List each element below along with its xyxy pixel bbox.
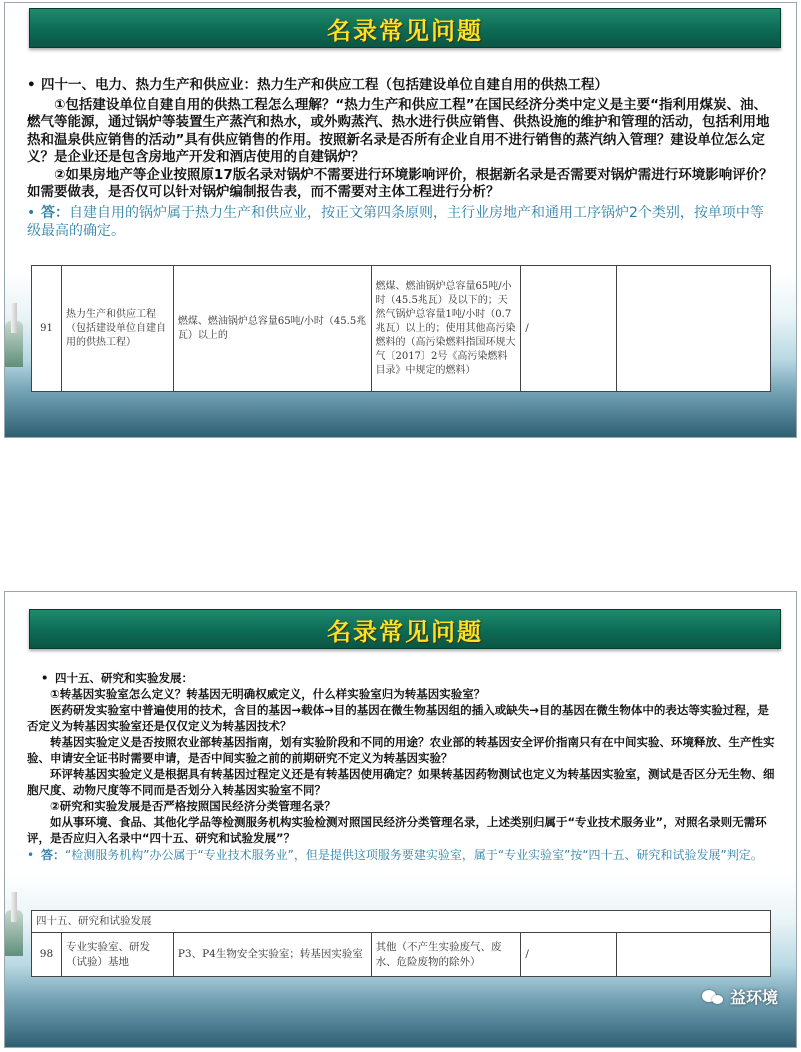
slide-2-content xyxy=(27,670,776,863)
table-cell-no: 91 xyxy=(32,266,62,392)
slide-2-answer xyxy=(27,848,776,863)
table-cell-registration: / xyxy=(521,933,617,977)
table-cell-no: 98 xyxy=(32,933,62,977)
slide-2-question-2: ②研究和实验发展是否严格按照国民经济分类管理名录？ xyxy=(50,799,336,813)
bullet-icon: • xyxy=(27,77,36,93)
answer-text: 自建自用的锅炉属于热力生产和供应业，按正文第四条原则，主行业房地产和通用工序锅炉2个类别，按单项中等级最高的确定。 xyxy=(27,204,764,239)
slide-1 xyxy=(4,2,797,438)
answer-label: 答： xyxy=(41,848,66,862)
slide-2-paragraph-4: 如从事环境、食品、其他化学品等检测服务机构实验检测对照国民经济分类管理名录，上述类别归属于“专业技术服务业”，对照名录则无需环评，是否应归入名录中“四十五、研究和试验发展”？ xyxy=(27,815,767,845)
table-row xyxy=(32,933,771,977)
slide-2-directory-table xyxy=(31,910,771,977)
table-cell-form: 其他（不产生实验废气、废水、危险废物的除外） xyxy=(371,933,521,977)
bullet-icon: • xyxy=(27,204,36,221)
answer-label: 答： xyxy=(41,204,69,221)
slide-2-title-bar xyxy=(29,609,781,649)
table-cell-report: 燃煤、燃油锅炉总容量65吨/小时（45.5兆瓦）以上的 xyxy=(173,266,371,392)
slide-2-heading: • 四十五、研究和实验发展： xyxy=(41,671,193,685)
slide-1-title-bar xyxy=(29,8,781,48)
table-cell-report: P3、P4生物安全实验室；转基因实验室 xyxy=(173,933,371,977)
table-cell-registration: / xyxy=(521,266,617,392)
table-cell-form: 燃煤、燃油锅炉总容量65吨/小时（45.5兆瓦）及以下的；天然气锅炉总容量1吨/小时（0.7兆瓦）以上的；使用其他高污染燃料的（高污染燃料指国环规大气〔2017〕2号《高污染燃料目录》中规定的燃料） xyxy=(371,266,521,392)
lighthouse-icon xyxy=(11,303,17,333)
slide-1-content xyxy=(27,77,776,240)
watermark-text: 益环境 xyxy=(729,988,778,1007)
slide-1-heading: • 四十一、电力、热力生产和供应业：热力生产和供应工程（包括建设单位自建自用的供热工程） xyxy=(27,77,608,93)
slide-2-question-1: ①转基因实验室怎么定义？转基因无明确权威定义，什么样实验室归为转基因实验室？ xyxy=(50,687,486,701)
table-row xyxy=(32,911,771,933)
table-cell-name: 专业实验室、研发（试验）基地 xyxy=(61,933,173,977)
table-row xyxy=(32,266,771,392)
slide-1-title: 名录常见问题 xyxy=(327,16,483,45)
table-cell-name: 热力生产和供应工程（包括建设单位自建自用的供热工程） xyxy=(61,266,173,392)
slide-2-paragraph-2: 转基因实验定义是否按照农业部转基因指南，划有实验阶段和不同的用途？农业部的转基因安全评价指南只有在中间实验、环境释放、生产性实验、申请安全证书时需要申请，是否中间实验之前的前期研究不定义为转基因实验？ xyxy=(27,735,775,765)
watermark xyxy=(702,985,778,1008)
lighthouse-icon xyxy=(11,892,17,922)
slide-1-question-2: ②如果房地产等企业按照原17版名录对锅炉不需要进行环境影响评价，根据新名录是否需要对锅炉需进行环境影响评价？如需要做表，是否仅可以针对锅炉编制报告表，而不需要对主体工程进行分析？ xyxy=(27,166,773,200)
slide-2-paragraph-3: 环评转基因实验定义是根据具有转基因过程定义还是有转基因使用确定？如果转基因药物测试也定义为转基因实验室，测试是否区分无生物、细胞尺度、动物尺度等不同而是否划分入转基因实验室不同？ xyxy=(27,767,775,797)
slide-2 xyxy=(4,591,797,1048)
table-cell-empty xyxy=(617,266,771,392)
slide-1-directory-table xyxy=(31,265,771,392)
bullet-icon: • xyxy=(27,848,35,862)
slide-1-question-1: ①包括建设单位自建自用的供热工程怎么理解？“热力生产和供应工程”在国民经济分类中定义是主要“指利用煤炭、油、燃气等能源，通过锅炉等装置生产蒸汽和热水，或外购蒸汽、热水进行供应销售、供热设施的维护和管理的活动，包括利用地热和温泉供应销售的活动”具有供应销售的作用。按照新名录是否所有企业自用不进行销售的蒸汽纳入管理？建设单位怎么定义？是企业还是包含房地产开发和酒店使用的自建锅炉？ xyxy=(27,96,770,165)
slide-2-title: 名录常见问题 xyxy=(327,617,483,646)
answer-text: “检测服务机构”办公属于“专业技术服务业”，但是提供这项服务要建实验室，属于“专业实验室”按“四十五、研究和试验发展”判定。 xyxy=(65,848,763,862)
slide-2-paragraph-1: 医药研发实验室中普遍使用的技术，含目的基因→载体→目的基因在微生物基因组的插入或缺失→目的基因在微生物体中的表达等实验过程，是否定义为转基因实验室还是仅仅定义为转基因技术？ xyxy=(27,703,769,733)
table-cell-empty xyxy=(617,933,771,977)
bullet-icon: • xyxy=(41,671,49,685)
table-section-header: 四十五、研究和试验发展 xyxy=(32,911,771,933)
wechat-icon xyxy=(702,988,724,1006)
slide-1-answer xyxy=(27,204,776,240)
